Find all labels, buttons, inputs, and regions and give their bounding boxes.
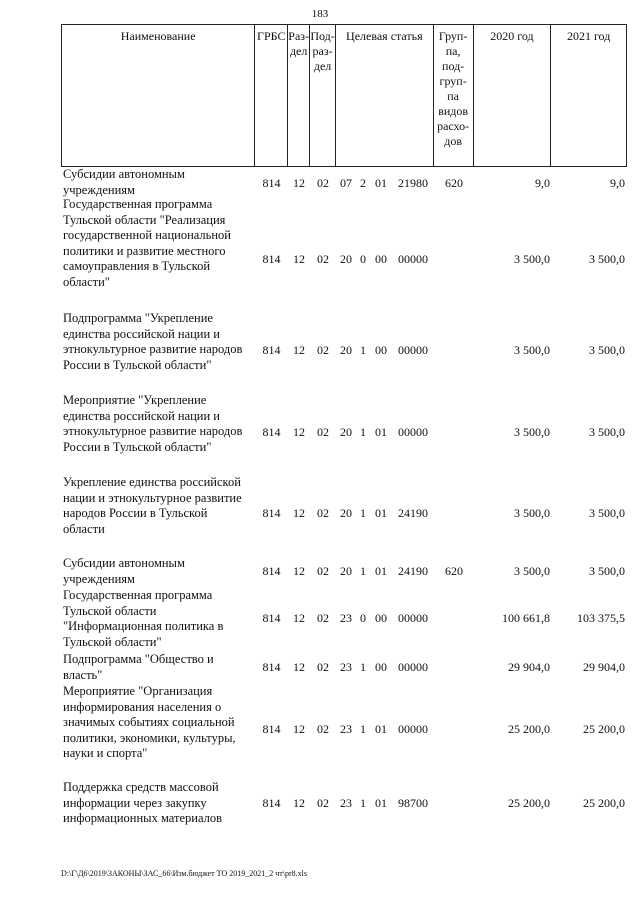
row-grbs: 814 xyxy=(262,252,281,266)
row-target-direction: 00000 xyxy=(398,660,428,674)
row-target-program: 20 xyxy=(340,506,352,520)
header-name: Наименование xyxy=(62,25,255,166)
table-row xyxy=(61,684,627,780)
row-grbs: 814 xyxy=(262,564,281,578)
row-razdel: 12 xyxy=(293,343,305,357)
row-target-direction: 00000 xyxy=(398,722,428,736)
header-year1: 2020 год xyxy=(474,25,552,166)
header-target: Целевая статья xyxy=(336,25,434,166)
row-year1: 3 500,0 xyxy=(514,506,550,520)
row-podrazdel: 02 xyxy=(317,564,329,578)
row-target-program: 20 xyxy=(340,425,352,439)
row-year1: 25 200,0 xyxy=(508,796,550,810)
row-year2: 3 500,0 xyxy=(589,506,625,520)
row-target-subprogram: 2 xyxy=(360,176,366,190)
row-year2: 29 904,0 xyxy=(583,660,625,674)
row-year2: 25 200,0 xyxy=(583,796,625,810)
row-year2: 3 500,0 xyxy=(589,564,625,578)
row-razdel: 12 xyxy=(293,425,305,439)
row-year2: 25 200,0 xyxy=(583,722,625,736)
row-target-program: 07 xyxy=(340,176,352,190)
row-year1: 29 904,0 xyxy=(508,660,550,674)
row-year1: 3 500,0 xyxy=(514,343,550,357)
table-row xyxy=(61,475,627,556)
row-expense-group: 620 xyxy=(445,176,463,190)
row-year1: 25 200,0 xyxy=(508,722,550,736)
row-target-program: 23 xyxy=(340,611,352,625)
row-target-direction: 00000 xyxy=(398,611,428,625)
row-target-program: 23 xyxy=(340,660,352,674)
row-name: Укрепление единства российской нации и этнокультурное развитие народов России в Тульской области xyxy=(63,475,242,536)
row-podrazdel: 02 xyxy=(317,252,329,266)
row-expense-group xyxy=(434,722,474,737)
row-razdel: 12 xyxy=(293,796,305,810)
row-target-subprogram: 1 xyxy=(360,506,366,520)
row-target-measure: 00 xyxy=(375,611,387,625)
row-year2: 103 375,5 xyxy=(577,611,625,625)
row-podrazdel: 02 xyxy=(317,796,329,810)
row-target-direction: 98700 xyxy=(398,796,428,810)
row-razdel: 12 xyxy=(293,252,305,266)
row-target-program: 23 xyxy=(340,796,352,810)
row-name: Государственная программа Тульской области "Информационная политика в Тульской области" xyxy=(63,588,224,649)
row-target-measure: 01 xyxy=(375,564,387,578)
page-number: 183 xyxy=(311,8,329,20)
table-row xyxy=(61,588,627,652)
row-target-direction: 00000 xyxy=(398,343,428,357)
row-target-direction: 00000 xyxy=(398,252,428,266)
row-target-subprogram: 0 xyxy=(360,252,366,266)
row-target-subprogram: 0 xyxy=(360,611,366,625)
row-expense-group xyxy=(434,660,474,675)
row-razdel: 12 xyxy=(293,660,305,674)
row-podrazdel: 02 xyxy=(317,176,329,190)
table-row xyxy=(61,311,627,393)
table-row xyxy=(61,167,627,197)
row-grbs: 814 xyxy=(262,660,281,674)
row-target-subprogram: 1 xyxy=(360,660,366,674)
row-target-program: 20 xyxy=(340,343,352,357)
table-row xyxy=(61,197,627,311)
row-grbs: 814 xyxy=(262,425,281,439)
row-expense-group xyxy=(434,796,474,811)
row-name: Субсидии автономным учреждениям xyxy=(63,556,185,586)
table-row xyxy=(61,393,627,475)
row-target-program: 23 xyxy=(340,722,352,736)
row-grbs: 814 xyxy=(262,722,281,736)
row-name: Подпрограмма "Общество и власть" xyxy=(63,652,214,682)
row-podrazdel: 02 xyxy=(317,660,329,674)
row-target-subprogram: 1 xyxy=(360,796,366,810)
row-year1: 3 500,0 xyxy=(514,252,550,266)
row-year2: 3 500,0 xyxy=(589,252,625,266)
row-target-program: 20 xyxy=(340,252,352,266)
row-expense-group: 620 xyxy=(445,564,463,578)
header-grbs: ГРБС xyxy=(255,25,288,166)
row-target-subprogram: 1 xyxy=(360,564,366,578)
table-body xyxy=(61,167,627,840)
row-target-subprogram: 1 xyxy=(360,425,366,439)
row-year2: 9,0 xyxy=(610,176,625,190)
row-expense-group xyxy=(434,252,474,267)
row-grbs: 814 xyxy=(262,796,281,810)
header-year2: 2021 год xyxy=(566,29,611,43)
table-row xyxy=(61,780,627,840)
row-target-measure: 01 xyxy=(375,506,387,520)
row-razdel: 12 xyxy=(293,722,305,736)
row-target-direction: 00000 xyxy=(398,425,428,439)
row-razdel: 12 xyxy=(293,611,305,625)
row-year1: 100 661,8 xyxy=(502,611,550,625)
row-name: Мероприятие "Укрепление единства российской нации и этнокультурное развитие народов России в Тульской области" xyxy=(63,393,243,454)
table-row xyxy=(61,652,627,684)
row-expense-group xyxy=(434,611,474,626)
header-podrazdel: Под- раз- дел xyxy=(310,25,336,166)
row-year2: 3 500,0 xyxy=(589,425,625,439)
row-podrazdel: 02 xyxy=(317,722,329,736)
header-razdel: Раз- дел xyxy=(288,25,310,166)
row-name: Мероприятие "Организация информирования населения о значимых событиях социальной политики, экономики, культуры, науки и спорта" xyxy=(63,684,236,760)
row-target-measure: 01 xyxy=(375,796,387,810)
row-target-direction: 21980 xyxy=(398,176,428,190)
table-row xyxy=(61,556,627,588)
row-target-subprogram: 1 xyxy=(360,343,366,357)
row-target-direction: 24190 xyxy=(398,506,428,520)
row-razdel: 12 xyxy=(293,176,305,190)
row-year1: 3 500,0 xyxy=(514,425,550,439)
row-target-measure: 00 xyxy=(375,252,387,266)
row-name: Поддержка средств массовой информации через закупку информационных материалов xyxy=(63,780,222,825)
row-target-program: 20 xyxy=(340,564,352,578)
row-podrazdel: 02 xyxy=(317,425,329,439)
row-expense-group xyxy=(434,506,474,521)
row-target-measure: 01 xyxy=(375,425,387,439)
row-year1: 9,0 xyxy=(535,176,550,190)
row-razdel: 12 xyxy=(293,564,305,578)
row-podrazdel: 02 xyxy=(317,611,329,625)
header-group: Груп- па, под- груп- па видов расхо- дов xyxy=(434,25,474,166)
file-path: D:\Г\Д6\2019\ЗАКОНЫ\ЗАС_66\Изм.бюджет ТО 2019_2021_2 чт\pr8.xls xyxy=(61,869,307,878)
row-expense-group xyxy=(434,425,474,440)
row-podrazdel: 02 xyxy=(317,506,329,520)
row-grbs: 814 xyxy=(262,343,281,357)
row-target-measure: 00 xyxy=(375,343,387,357)
row-target-measure: 01 xyxy=(375,176,387,190)
row-year2: 3 500,0 xyxy=(589,343,625,357)
row-name: Государственная программа Тульской области "Реализация государственной национальной политики и развитие местного самоуправления в Тульской области" xyxy=(63,197,231,289)
row-target-measure: 00 xyxy=(375,660,387,674)
row-year1: 3 500,0 xyxy=(514,564,550,578)
row-target-measure: 01 xyxy=(375,722,387,736)
row-podrazdel: 02 xyxy=(317,343,329,357)
row-target-direction: 24190 xyxy=(398,564,428,578)
row-grbs: 814 xyxy=(262,176,281,190)
row-name: Подпрограмма "Укрепление единства российской нации и этнокультурное развитие народов России в Тульской области" xyxy=(63,311,243,372)
table-header xyxy=(61,24,627,167)
row-grbs: 814 xyxy=(262,506,281,520)
row-grbs: 814 xyxy=(262,611,281,625)
row-name: Субсидии автономным учреждениям xyxy=(63,167,185,197)
row-expense-group xyxy=(434,343,474,358)
row-razdel: 12 xyxy=(293,506,305,520)
row-target-subprogram: 1 xyxy=(360,722,366,736)
